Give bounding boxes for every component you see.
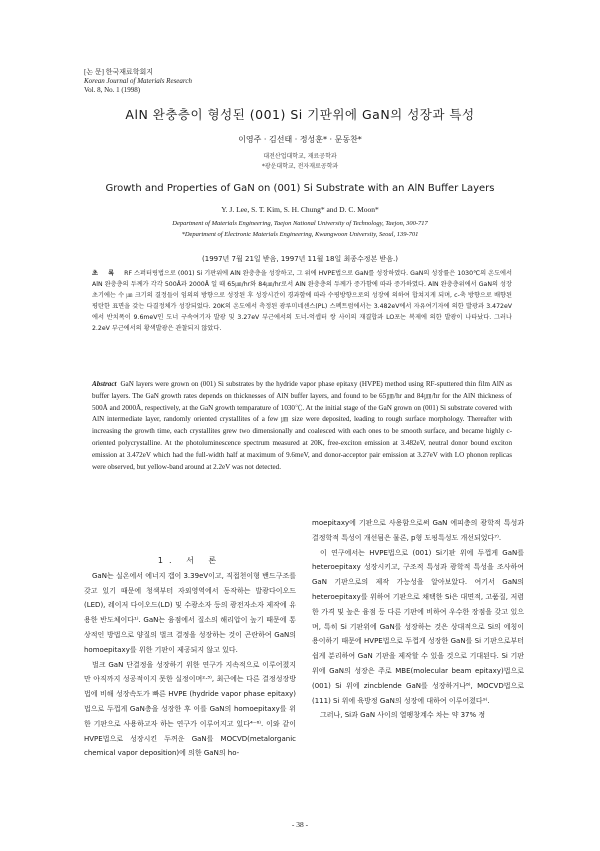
abstract-english-text: GaN layers were grown on (001) Si substrates by the hydride vapor phase epitaxy (HVPE) method using RF-sputtered thin film AlN as buffer layers. The GaN growth rates depends on thicknesses of AlN buffer layers, and found to be 65㎛/hr and 84㎛/hr for the AlN thickness of 500Å and 2000Å, respectively, at the GaN growth temparature of 1030℃. At the initial stage of the GaN grown on (001) Si substrate covered with AlN intermediate layer, randomly oriented crystallites of a few ㎛ size were deposited, leading to rough surface morphology. Thereafter with increasing the growth time, each crystallites grew two dimensionally and coalesced with each ones to be smooth surface, and became highly c-oriented polycrystalline. At the photoluminescence spectrum measured at 20K, free-exciton emission at 3.482eV, neutral donor bound exciton emission at 3.472eV which had the full-width half at maximum of 9.6meV, and donor-acceptor pair emission at 3.27eV with LO phonon replicas were observed, but yellow-band around at 2.2eV was not detected. [92, 380, 512, 471]
page-number: - 38 - [291, 820, 309, 829]
section-heading-introduction: 1. 서 론 [157, 556, 223, 565]
abstract-english-label: Abstract [92, 380, 117, 388]
journal-volume: Vol. 8, No. 1 (1998) [84, 86, 141, 94]
affiliation-english-2: *Department of Electronic Materials Engineering, Kwangwoon University, Seoul, 139-701 [181, 231, 419, 238]
paragraph: GaN는 실온에서 에너지 갭이 3.39eV이고, 직접천이형 밴드구조를 갖고 있기 때문에 청색부터 자외영역에서 동작하는 발광다이오드(LED), 레이저 다이오드(LD) 및 수광소자 등의 광전자소자 제작에 유용한 반도체이다¹⁾. GaN는 융점에서 질소의 해리압이 높기 때문에 통상적인 방법으로 양질의 벌크 결정을 성장하는 것이 곤란하여 GaN의 homoepitaxy를 위한 기판이 제공되지 않고 있다. [84, 571, 296, 654]
journal-header [84, 68, 192, 95]
affiliation-korean-2: *광운대학교, 전자재료공학과 [261, 163, 339, 170]
body-column-left [84, 554, 296, 761]
received-dates: (1997년 7월 21일 받음, 1997년 11월 18일 최종수정본 받음.) [202, 255, 398, 263]
journal-name-kor: [논 문] 한국재료학회지 [84, 68, 154, 76]
paragraph: 그러나, Si과 GaN 사이의 열팽창계수 차는 약 37% 정 [320, 711, 486, 720]
abstract-english [92, 379, 512, 473]
paragraph: 벌크 GaN 단결정을 성장하기 위한 연구가 지속적으로 이루어졌지만 아직까지 성공적이지 못한 실정이며²·³⁾, 최근에는 다른 결정성장방법에 비해 성장속도가 빠른 HVPE (hydride vapor phase epitaxy)법으로 두껍게 GaN층을 성장한 후 이를 GaN의 homoepitaxy를 위한 기판으로 사용하고자 하는 연구가 이루어지고 있다⁴⁻⁶⁾. 이와 같이 HVPE법으로 성장시킨 두꺼운 GaN를 MOCVD(metalorganic chemical vapor deposition)에 의한 GaN의 ho- [84, 660, 296, 758]
abstract-korean-text: RF 스퍼터링법으로 (001) Si 기판위에 AlN 완충층을 성장하고, 그 위에 HVPE법으로 GaN를 성장하였다. GaN의 성장률은 1030℃의 온도에서 AlN 완충층의 두께가 각각 500Å과 2000Å 일 때 65㎛/hr와 84㎛/hr로서 AlN 완충층의 두께가 증가함에 따라 증가하였다. AlN 완충층위에서 GaN의 성장초기에는 수 ㎛ 크기의 결정들이 임의의 방향으로 성장된 후 성장시간이 경과함에 따라 수평방향으로의 성장에 의하여 합쳐지게 되며, c-축 방향으로 배향된 평탄한 표면을 갖는 다결정체가 성장되었다. 20K의 온도에서 측정된 광루미네센스(PL) 스펙트럼에서는 3.482eV에서 자유여기자에 의한 발광과 3.472eV에서 반치폭이 9.6meV인 도너 구속여기자 발광 및 3.27eV 부근에서의 도너-억셉터 쌍 사이의 재결합과 LO포논 복제에 의한 발광이 나타났다. 그러나 2.2eV 부근에서의 황색발광은 관찰되지 않았다. [92, 270, 513, 332]
journal-name-eng: Korean Journal of Materials Research [84, 77, 192, 85]
paragraph: 이 연구에서는 HVPE법으로 (001) Si기판 위에 두껍게 GaN를 heteroepitaxy 성장시키고, 구조적 특성과 광학적 특성을 조사하여 GaN 기판으로의 제작 가능성을 알아보았다. 여기서 GaN의 heteroepitaxy를 위하여 기판으로 채택한 Si은 대면적, 고품질, 저렴한 가격 및 높은 융점 등 다른 기판에 비하여 우수한 장점을 갖고 있으며, 특히 Si 기판위에 GaN를 성장하는 것은 상대적으로 Si의 에칭이 용이하기 때문에 HVPE법으로 두껍게 성장한 GaN를 Si 기판으로부터 쉽게 분리하여 GaN 기판을 제작할 수 있을 것으로 기대된다. Si 기판위에 GaN의 성장은 주로 MBE(molecular beam epitaxy)법으로 (001) Si 위에 zincblende GaN를 성장하거나⁸⁾, MOCVD법으로 (111) Si 위에 육방정 GaN의 성장에 대하여 이루어졌다⁹⁾. [312, 548, 524, 705]
abstract-korean-label: 초 록 [92, 270, 119, 277]
affiliation-korean-1: 대전산업대학교, 재료공학과 [263, 153, 337, 160]
body-column-right [312, 516, 524, 723]
affiliation-english-1: Department of Materials Engineering, Taejon National University of Technology, Taejon, 300-717 [172, 220, 428, 227]
title-english: Growth and Properties of GaN on (001) Si Substrate with an AlN Buffer Layers [105, 183, 495, 194]
title-korean: AlN 완충층이 형성된 (001) Si 기판위에 GaN의 성장과 특성 [125, 107, 475, 122]
abstract-korean [92, 269, 512, 334]
authors-english: Y. J. Lee, S. T. Kim, S. H. Chung* and D. C. Moon* [221, 205, 379, 214]
paragraph: moepitaxy에 기판으로 사용함으로써 GaN 에피층의 광학적 특성과 결정학적 특성이 개선됨은 물론, p형 도핑특성도 개선되었다⁷⁾. [312, 519, 524, 542]
authors-korean: 이영주 · 김선태 · 정성훈* · 문동찬* [238, 135, 362, 144]
